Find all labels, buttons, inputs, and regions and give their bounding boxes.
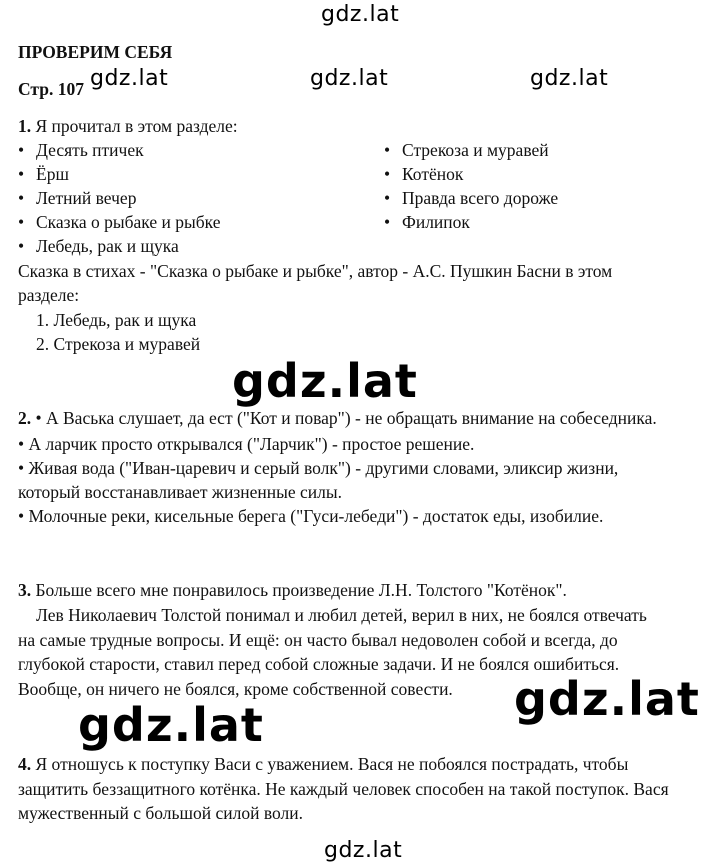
bullet: • [384, 188, 391, 208]
paragraph-line: на самые трудные вопросы. И ещё: он часто бывал недоволен собой и всегда, до [18, 630, 618, 650]
paragraph-line: разделе: [18, 285, 80, 305]
list-item: • Лебедь, рак и щука [18, 236, 179, 256]
paragraph-line: 4. Я отношусь к поступку Васи с уважением. Вася не побоялся пострадать, чтобы [18, 754, 629, 774]
page-number: Стр. 107 [18, 79, 84, 99]
watermark: gdz.lat [90, 66, 169, 91]
paragraph-line: 3. Больше всего мне понравилось произведение Л.Н. Толстого "Котёнок". [18, 580, 567, 600]
paragraph-line: • Молочные реки, кисельные берега ("Гуси-лебеди") - достаток еды, изобилие. [18, 506, 604, 526]
paragraph-line: который восстанавливает жизненные силы. [18, 482, 343, 502]
task-number: 4. [18, 754, 32, 774]
watermark-large: gdz.lat [232, 354, 418, 408]
paragraph-line: Лев Николаевич Толстой понимал и любил детей, верил в них, не боялся отвечать [36, 605, 647, 625]
task-number: 2. [18, 408, 32, 428]
list-item: • Котёнок [384, 164, 464, 184]
paragraph-line: Вообще, он ничего не боялся, кроме собственной совести. [18, 679, 453, 699]
paragraph-line: • А ларчик просто открывался ("Ларчик") - простое решение. [18, 434, 475, 454]
list-item: • Стрекоза и муравей [384, 140, 549, 160]
task-number: 1. [18, 116, 32, 136]
bullet: • [18, 164, 25, 184]
bullet: • [18, 188, 25, 208]
bullet: • [18, 236, 25, 256]
list-item: 2. Стрекоза и муравей [36, 334, 201, 354]
list-item: • Ёрш [18, 164, 69, 184]
paragraph-line: защитить беззащитного котёнка. Не каждый человек способен на такой поступок. Вася [18, 779, 669, 799]
bullet: • [18, 140, 25, 160]
paragraph-line: мужественный с большой силой воли. [18, 803, 303, 823]
list-item: • Правда всего дороже [384, 188, 559, 208]
list-item: • Десять птичек [18, 140, 144, 160]
bullet: • [384, 140, 391, 160]
watermark-bottom: gdz.lat [324, 838, 403, 863]
paragraph-line: 2. • А Васька слушает, да ест ("Кот и повар") - не обращать внимание на собеседника. [18, 408, 657, 428]
watermark-large: gdz.lat [78, 698, 264, 752]
page-title: ПРОВЕРИМ СЕБЯ [18, 42, 173, 62]
task1-intro [18, 114, 238, 138]
watermark: gdz.lat [310, 66, 389, 91]
bullet: • [384, 212, 391, 232]
list-item: • Летний вечер [18, 188, 137, 208]
paragraph-line: глубокой старости, ставил перед собой сложные задачи. И не боялся ошибиться. [18, 654, 620, 674]
task1-intro-text: Я прочитал в этом разделе: [35, 116, 238, 136]
list-item: 1. Лебедь, рак и щука [36, 310, 197, 330]
task-number: 3. [18, 580, 32, 600]
watermark-top: gdz.lat [321, 2, 400, 27]
list-item: • Сказка о рыбаке и рыбке [18, 212, 221, 232]
bullet: • [384, 164, 391, 184]
paragraph-line: Сказка в стихах - "Сказка о рыбаке и рыбке", автор - А.С. Пушкин Басни в этом [18, 261, 613, 281]
bullet: • [18, 212, 25, 232]
watermark: gdz.lat [530, 66, 609, 91]
paragraph-line: • Живая вода ("Иван-царевич и серый волк") - другими словами, эликсир жизни, [18, 458, 619, 478]
watermark-large: gdz.lat [514, 672, 700, 726]
list-item: • Филипок [384, 212, 470, 232]
